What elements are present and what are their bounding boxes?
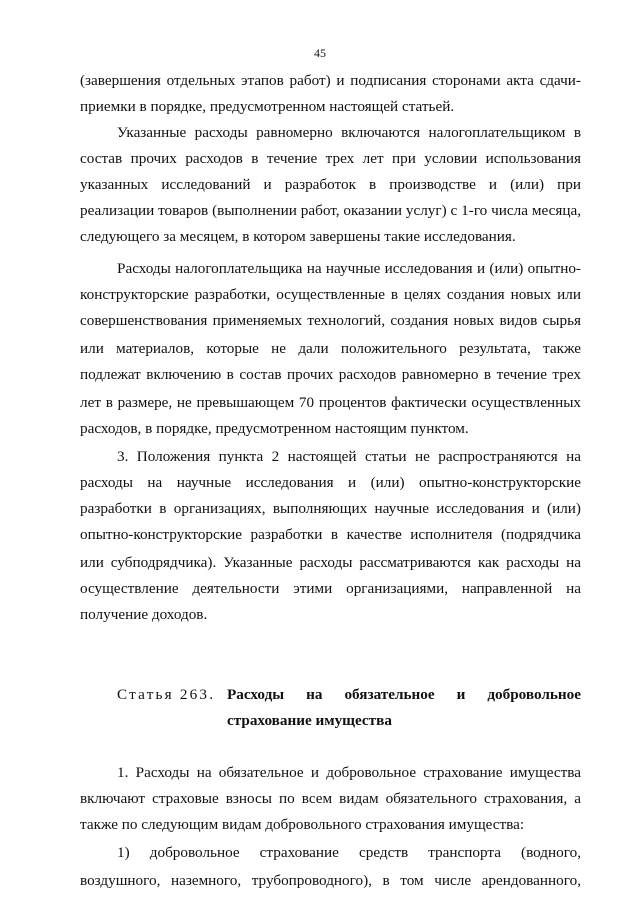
text-line: или субподрядчика). Указанные расходы рассматриваются как расходы на xyxy=(80,554,581,571)
text-line: лет в размере, не превышающем 70 процентов фактически осуществленных xyxy=(80,394,581,411)
text-line: приемки в порядке, предусмотренном настоящей статьей. xyxy=(80,98,455,115)
text-line: включают страховые взносы по всем видам обязательного страхования, а xyxy=(80,790,581,807)
article-title: Расходы на обязательное и добровольное xyxy=(227,686,581,703)
text-line: разработки в организациях, выполняющих научные исследования и (или) xyxy=(80,500,581,517)
text-line: следующего за месяцем, в котором завершены такие исследования. xyxy=(80,228,516,245)
text-line: также по следующим видам добровольного страхования имущества: xyxy=(80,816,525,833)
text-line: Расходы налогоплательщика на научные исследования и (или) опытно- xyxy=(117,260,581,277)
text-line: (завершения отдельных этапов работ) и подписания сторонами акта сдачи- xyxy=(80,72,581,89)
page-number: 45 xyxy=(314,46,326,60)
text-line: указанных исследований и разработок в производстве и (или) при xyxy=(80,176,581,193)
text-line: получение доходов. xyxy=(80,606,208,623)
article-title: страхование имущества xyxy=(227,712,392,729)
text-line: осуществление деятельности этими организациями, направленной на xyxy=(80,580,581,597)
text-line: Указанные расходы равномерно включаются налогоплательщиком в xyxy=(117,124,581,141)
text-line: подлежат включению в состав прочих расходов равномерно в течение трех xyxy=(80,366,581,383)
text-line: состав прочих расходов в течение трех лет при условии использования xyxy=(80,150,581,167)
text-line: или материалов, которые не дали положительного результата, также xyxy=(80,340,581,357)
text-line: конструкторские разработки, осуществленные в целях создания новых или xyxy=(80,286,581,303)
text-line: совершенствования применяемых технологий, создания новых видов сырья xyxy=(80,312,581,329)
text-line: 3. Положения пункта 2 настоящей статьи не распространяются на xyxy=(117,448,581,465)
text-line: 1) добровольное страхование средств транспорта (водного, xyxy=(117,844,581,861)
text-line: воздушного, наземного, трубопроводного), в том числе арендованного, xyxy=(80,872,581,889)
text-line: реализации товаров (выполнении работ, оказании услуг) с 1-го числа месяца, xyxy=(80,202,581,219)
text-line: расходы на научные исследования и (или) опытно-конструкторские xyxy=(80,474,581,491)
text-line: расходов, в порядке, предусмотренном настоящим пунктом. xyxy=(80,420,469,437)
text-line: опытно-конструкторские разработки в качестве исполнителя (подрядчика xyxy=(80,526,581,543)
article-label: Статья 263. xyxy=(117,686,216,703)
text-line: 1. Расходы на обязательное и добровольное страхование имущества xyxy=(117,764,581,781)
